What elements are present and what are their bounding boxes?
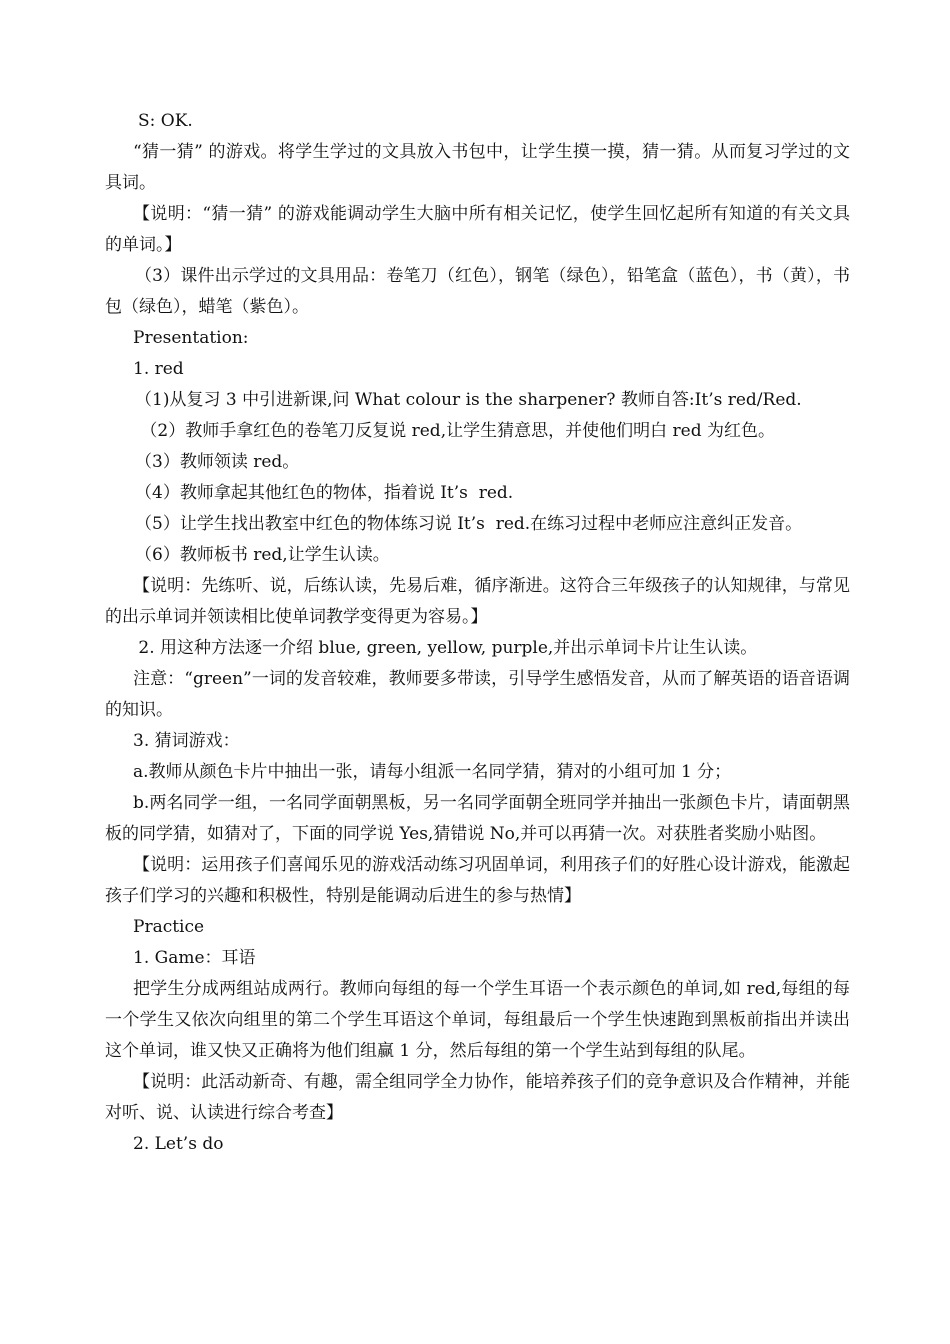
heading-red: 1. red xyxy=(133,359,184,379)
paragraph-stationery-colors: （3）课件出示学过的文具用品：卷笔刀（红色），钢笔（绿色），铅笔盒（蓝色），书（黄），书包（绿色），蜡笔（紫色）。 xyxy=(105,266,850,317)
paragraph-step-3: （3）教师领读 red。 xyxy=(135,452,300,472)
paragraph-game-b: b.两名同学一组，一名同学面朝黑板，另一名同学面朝全班同学并抽出一张颜色卡片，请面朝黑板的同学猜，如猜对了，下面的同学说 Yes,猜错说 No,并可以再猜一次。对获胜者奖励小贴图。 xyxy=(105,793,850,844)
paragraph-note-green: 注意：“green”一词的发音较难，教师要多带读，引导学生感悟发音，从而了解英语的语音语调的知识。 xyxy=(105,669,850,720)
paragraph-note-games: 【说明：运用孩子们喜闻乐见的游戏活动练习巩固单词，利用孩子们的好胜心设计游戏，能激起孩子们学习的兴趣和积极性，特别是能调动后进生的参与热情】 xyxy=(105,855,850,906)
lesson-plan-body xyxy=(105,106,850,1160)
heading-guess-word-game: 3. 猜词游戏： xyxy=(133,731,240,751)
paragraph-step-6: （6）教师板书 red,让学生认读。 xyxy=(135,545,390,565)
paragraph-student-reply: S: OK. xyxy=(138,111,193,131)
paragraph-step-4: （4）教师拿起其他红色的物体，指着说 It’s red. xyxy=(135,483,514,503)
paragraph-whisper-rules: 把学生分成两组站成两行。教师向每组的每一个学生耳语一个表示颜色的单词,如 red,每组的每一个学生又依次向组里的第二个学生耳语这个单词，每组最后一个学生快速跑到黑板前指出并读出这个单词，谁又快又正确将为他们组赢 1 分，然后每组的第一个学生站到每组的队尾。 xyxy=(105,979,850,1061)
paragraph-step-2: （2）教师手拿红色的卷笔刀反复说 red,让学生猜意思，并使他们明白 red 为红色。 xyxy=(135,421,775,441)
heading-practice: Practice xyxy=(133,917,205,937)
paragraph-note-listen-speak: 【说明：先练听、说，后练认读，先易后难，循序渐进。这符合三年级孩子的认知规律，与常见的出示单词并领读相比使单词教学变得更为容易。】 xyxy=(105,576,850,627)
paragraph-step-5: （5）让学生找出教室中红色的物体练习说 It’s red.在练习过程中老师应注意纠正发音。 xyxy=(135,514,803,534)
paragraph-guess-game: “猜一猜” 的游戏。将学生学过的文具放入书包中，让学生摸一摸，猜一猜。从而复习学过的文具词。 xyxy=(105,142,850,193)
paragraph-introduce-colors: 2. 用这种方法逐一介绍 blue, green, yellow, purple,并出示单词卡片让生认读。 xyxy=(133,638,758,658)
paragraph-note-guess-game: 【说明：“猜一猜” 的游戏能调动学生大脑中所有相关记忆，使学生回忆起所有知道的有关文具的单词。】 xyxy=(105,204,850,255)
heading-whisper-game: 1. Game：耳语 xyxy=(133,948,256,968)
heading-lets-do: 2. Let’s do xyxy=(133,1134,224,1154)
paragraph-game-a: a.教师从颜色卡片中抽出一张，请每小组派一名同学猜，猜对的小组可加 1 分； xyxy=(133,762,732,782)
paragraph-note-whisper: 【说明：此活动新奇、有趣，需全组同学全力协作，能培养孩子们的竞争意识及合作精神，并能对听、说、认读进行综合考查】 xyxy=(105,1072,850,1123)
paragraph-step-1: （1)从复习 3 中引进新课,问 What colour is the sharpener? 教师自答:It’s red/Red. xyxy=(135,390,802,410)
heading-presentation: Presentation: xyxy=(133,328,249,348)
